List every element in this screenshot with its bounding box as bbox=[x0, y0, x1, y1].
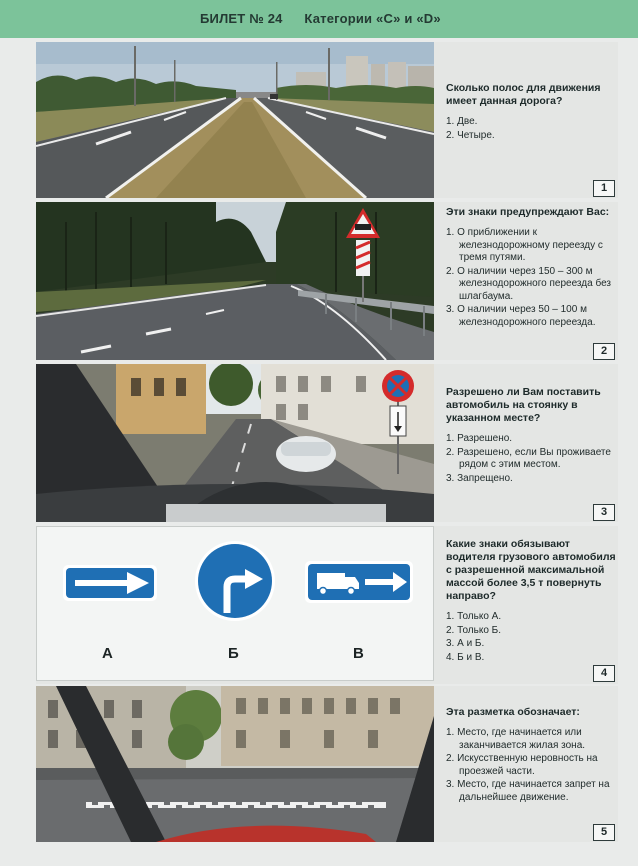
question-block-1 bbox=[36, 42, 618, 198]
answer-option[interactable]: 3. Запрещено. bbox=[446, 472, 513, 484]
question-block-2 bbox=[36, 202, 618, 360]
answer-option[interactable]: 2. О наличии через 150 – 300 м железнодорожного переезда без шлагбаума. bbox=[446, 265, 612, 302]
sign-b-turn-right-icon bbox=[195, 541, 275, 621]
answer-list bbox=[446, 727, 618, 804]
question-text-block-3 bbox=[446, 386, 618, 486]
question-text: Эта разметка обозначает: bbox=[446, 706, 580, 718]
question-text: Разрешено ли Вам поставить автомобиль на стоянку в указанном месте? bbox=[446, 386, 601, 424]
road-marking-street-image bbox=[36, 686, 434, 842]
sign-label-b: Б bbox=[228, 645, 239, 662]
answer-option[interactable]: 3. Место, где начинается запрет на дальнейшее движение. bbox=[446, 779, 610, 803]
question-text-block-2 bbox=[446, 206, 618, 330]
question-block-5 bbox=[36, 686, 618, 842]
divided-highway-image bbox=[36, 42, 434, 198]
answer-option[interactable]: 1. О приближении к железнодорожному переезду с тремя путями. bbox=[446, 227, 603, 263]
road-photo-2 bbox=[36, 202, 434, 360]
answer-list bbox=[446, 116, 618, 142]
sign-c-truck-direction-icon bbox=[305, 561, 413, 603]
answer-option[interactable]: 1. Только А. bbox=[446, 611, 502, 622]
question-text-block-1 bbox=[446, 82, 618, 143]
answer-list bbox=[446, 611, 618, 664]
answer-option[interactable]: 2. Разрешено, если Вы проживаете рядом с этим местом. bbox=[446, 446, 611, 470]
answer-option[interactable]: 2. Четыре. bbox=[446, 129, 495, 141]
road-photo-1 bbox=[36, 42, 434, 198]
sign-label-a: А bbox=[102, 645, 113, 662]
question-text-block-4 bbox=[446, 538, 618, 665]
answer-option[interactable]: 2. Только Б. bbox=[446, 624, 501, 636]
question-block-3 bbox=[36, 364, 618, 522]
answer-option[interactable]: 2. Искусственную неровность на проезжей части. bbox=[446, 753, 598, 777]
question-text: Эти знаки предупреждают Вас: bbox=[446, 206, 610, 218]
ticket-categories: Категории «C» и «D» bbox=[304, 11, 441, 26]
road-signs-panel bbox=[36, 526, 434, 681]
sign-a-straight-arrow-icon bbox=[63, 565, 157, 601]
curved-road-forest-image bbox=[36, 202, 434, 360]
answer-option[interactable]: 1. Две. bbox=[446, 116, 478, 127]
question-text: Сколько полос для движения имеет данная дорога? bbox=[446, 82, 601, 107]
question-number-badge: 1 bbox=[593, 180, 615, 197]
answer-option[interactable]: 1. Место, где начинается или заканчивается жилая зона. bbox=[446, 727, 586, 751]
answer-option[interactable]: 3. А и Б. bbox=[446, 638, 485, 649]
question-block-4 bbox=[36, 526, 618, 684]
page-header bbox=[0, 0, 638, 38]
question-text: Какие знаки обязывают водителя грузового автомобиля с разрешенной максимальной массой более 3,5 т повернуть направо? bbox=[446, 538, 616, 602]
question-number-badge: 3 bbox=[593, 504, 615, 521]
question-number-badge: 2 bbox=[593, 343, 615, 360]
answer-option[interactable]: 3. О наличии через 50 – 100 м железнодорожного переезда. bbox=[446, 304, 596, 328]
road-photo-3 bbox=[36, 364, 434, 522]
road-photo-5 bbox=[36, 686, 434, 842]
answer-option[interactable]: 4. Б и В. bbox=[446, 651, 485, 663]
sign-label-c: В bbox=[353, 645, 364, 662]
header-title bbox=[200, 11, 459, 26]
answer-list bbox=[446, 227, 618, 329]
question-number-badge: 4 bbox=[593, 665, 615, 682]
parking-sign-street-image bbox=[36, 364, 434, 522]
answer-list bbox=[446, 433, 618, 485]
answer-option[interactable]: 1. Разрешено. bbox=[446, 433, 513, 444]
ticket-number: БИЛЕТ № 24 bbox=[200, 11, 283, 26]
question-number-badge: 5 bbox=[593, 824, 615, 841]
question-text-block-5 bbox=[446, 706, 618, 805]
